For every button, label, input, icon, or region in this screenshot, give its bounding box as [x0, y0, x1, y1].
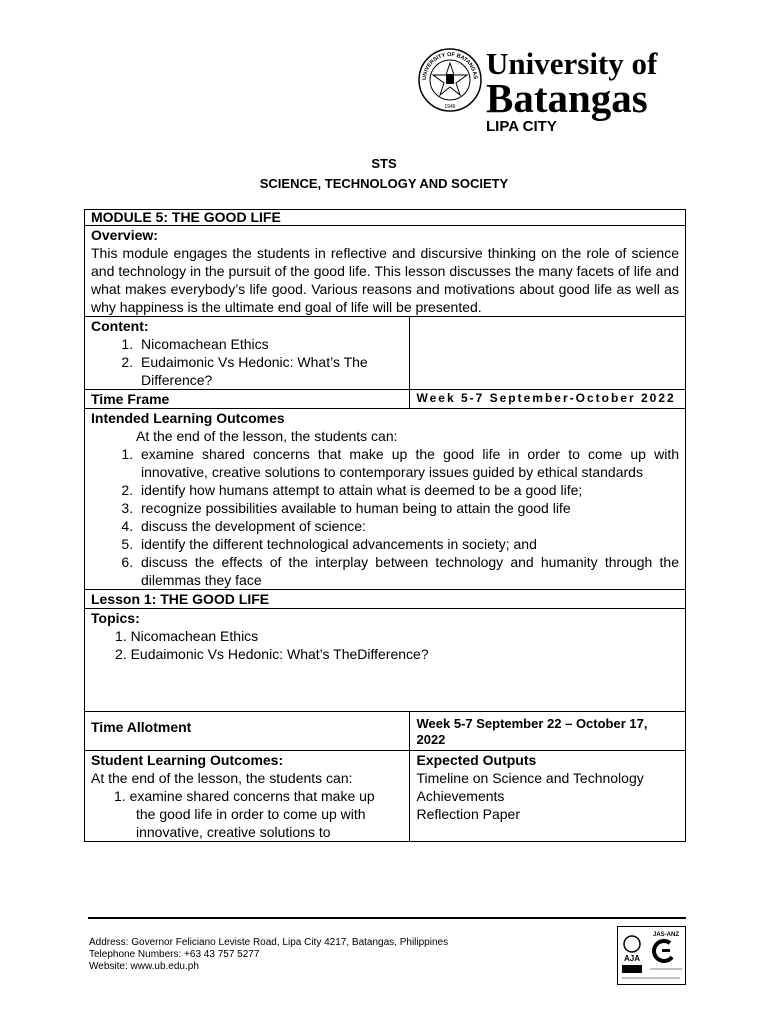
time-frame-label: Time Frame: [85, 390, 410, 409]
time-frame-row: [85, 390, 686, 409]
list-item: 1. Nicomachean Ethics: [115, 628, 259, 644]
footer-address: Address: Governor Feliciano Leviste Road, Lipa City 4217, Batangas, Philippines: [89, 937, 449, 948]
list-item: 4. discuss the development of science:: [137, 517, 679, 535]
list-item: 2. identify how humans attempt to attain what is deemed to be a good life;: [137, 481, 679, 499]
module-title: MODULE 5: THE GOOD LIFE: [85, 210, 686, 226]
overview-text: This module engages the students in reflective and discursive thinking on the role of science and technology in the pursuit of the good life. This lesson discusses the many facets of life and what makes everybody’s life good. Various reasons and motivations about good life as well as why happiness is the ultimate end goal of life will be presented.: [91, 245, 679, 315]
lesson-title-row: [85, 590, 686, 609]
list-item: 1. examine shared concerns that make up the good life in order to come up with innovative, creative solutions to contemporary issues guided by ethical standards: [137, 445, 679, 481]
list-item: Reflection Paper: [416, 806, 520, 822]
footer-divider: [88, 917, 686, 919]
cert-left-text: AJA: [623, 954, 641, 963]
lesson-title: Lesson 1: THE GOOD LIFE: [85, 590, 686, 609]
content-cell: [85, 317, 410, 390]
time-allotment-row: [85, 712, 686, 751]
module-table: [84, 209, 686, 842]
ilo-list: [91, 445, 679, 589]
content-row: [85, 317, 686, 390]
content-empty-cell: [410, 317, 686, 390]
list-item: Timeline on Science and Technology Achievements: [416, 770, 644, 804]
ilo-intro: At the end of the lesson, the students can:: [136, 428, 398, 444]
campus-name: LIPA CITY: [486, 118, 557, 135]
topics-label: Topics:: [91, 610, 140, 626]
ilo-row: [85, 409, 686, 590]
overview-row: [85, 226, 686, 317]
outputs-label: Expected Outputs: [416, 752, 537, 768]
module-title-row: [85, 210, 686, 226]
cert-top-text: JAS-ANZ: [652, 932, 680, 938]
document-code: STS: [371, 156, 397, 171]
certification-badge: [617, 926, 686, 985]
certification-logo-icon: [618, 927, 685, 984]
list-item: 3. recognize possibilities available to human being to attain the good life: [137, 499, 679, 517]
list-item: 1. Nicomachean Ethics: [137, 335, 403, 353]
list-item: 6. discuss the effects of the interplay between technology and humanity through the dilemmas they face: [137, 553, 679, 589]
slo-intro: At the end of the lesson, the students can:: [91, 770, 353, 786]
slo-cell: [85, 751, 410, 842]
topics-row: [85, 609, 686, 712]
list-item: 2. Eudaimonic Vs Hedonic: What’s TheDifference?: [115, 646, 429, 662]
university-name-line1: University of: [486, 46, 658, 81]
university-name-line2: Batangas: [486, 75, 648, 121]
slo-label: Student Learning Outcomes:: [91, 752, 284, 768]
footer-contact: [89, 937, 448, 973]
overview-label: Overview:: [91, 227, 158, 243]
list-item: 1. examine shared concerns that make up the good life in order to come up with innovative, creative solutions to: [114, 788, 375, 840]
ilo-cell: [85, 409, 686, 590]
seal-year: 1946: [444, 104, 456, 110]
list-item: 2. Eudaimonic Vs Hedonic: What’s The Difference?: [137, 353, 403, 389]
outputs-cell: [410, 751, 686, 842]
university-logo: [418, 48, 680, 134]
overview-cell: [85, 226, 686, 317]
university-seal-icon: [418, 48, 482, 112]
seal-text: UNIVERSITY OF BATANGAS: [421, 51, 479, 81]
document-title: SCIENCE, TECHNOLOGY AND SOCIETY: [259, 176, 509, 191]
footer-website: Website: www.ub.edu.ph: [89, 961, 199, 972]
content-label: Content:: [91, 318, 149, 334]
list-item: 5. identify the different technological advancements in society; and: [137, 535, 679, 553]
topics-cell: [85, 609, 686, 712]
content-list: [91, 335, 403, 389]
time-allotment-label: Time Allotment: [85, 712, 410, 751]
ilo-label: Intended Learning Outcomes: [91, 410, 285, 426]
footer-phone: Telephone Numbers: +63 43 757 5277: [89, 949, 260, 960]
outcomes-row: [85, 751, 686, 842]
time-allotment-value: Week 5-7 September 22 – October 17, 2022: [410, 712, 686, 751]
time-frame-value: Week 5-7 September-October 2022: [410, 390, 686, 409]
